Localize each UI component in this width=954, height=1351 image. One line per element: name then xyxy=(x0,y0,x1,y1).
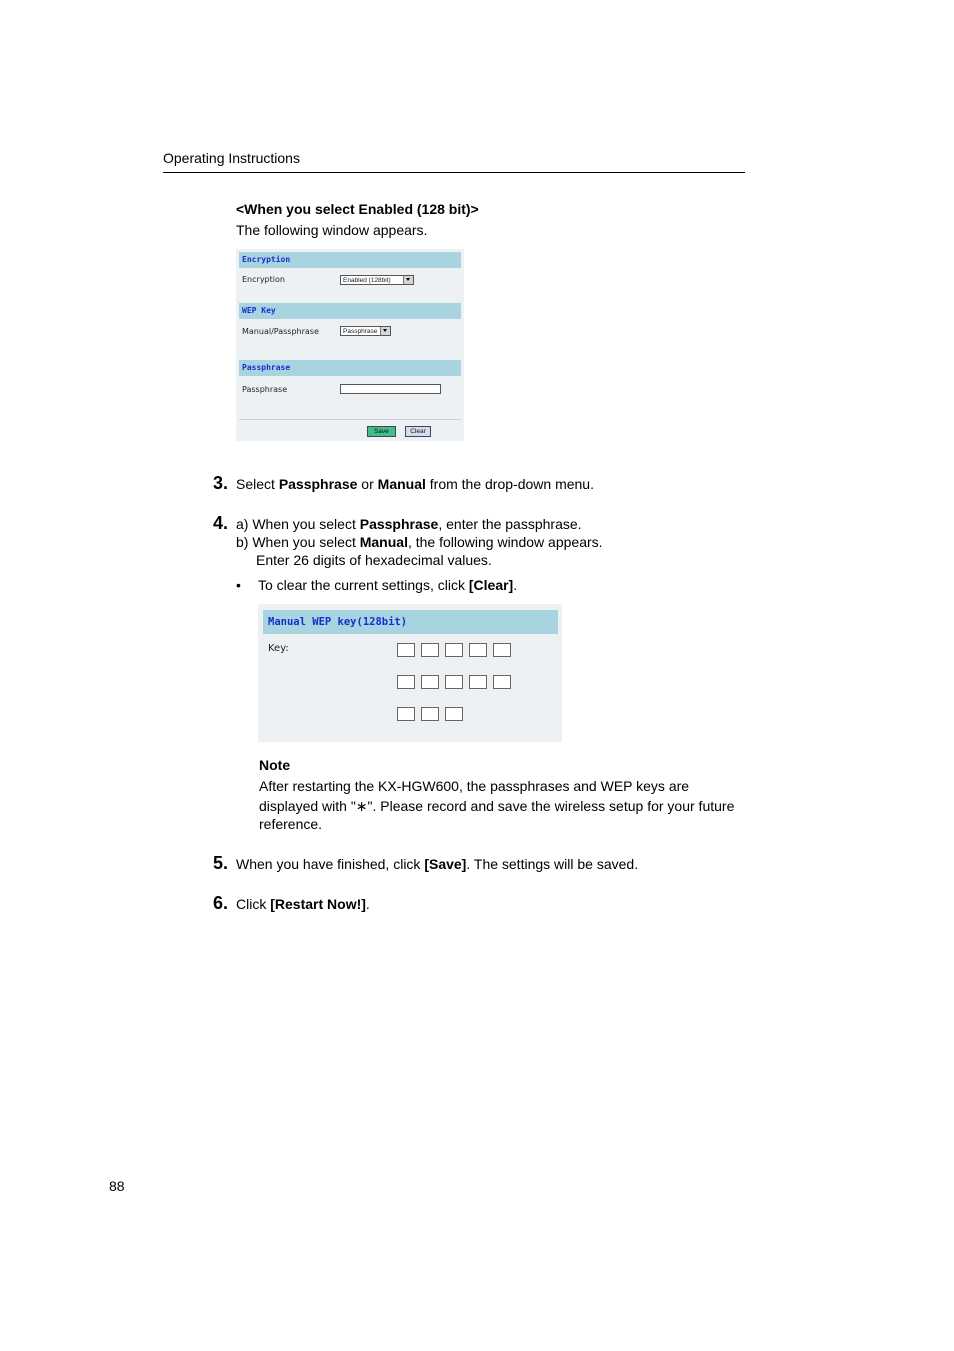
key-digit-input[interactable] xyxy=(445,707,463,721)
step-6-text: Click [Restart Now!]. xyxy=(236,896,370,912)
note-line: displayed with "∗". Please record and save the wireless setup for your future xyxy=(259,798,735,814)
chevron-down-icon xyxy=(403,276,413,284)
key-digit-input[interactable] xyxy=(397,643,415,657)
step-number: 6. xyxy=(213,893,229,913)
encryption-section-header: Encryption xyxy=(239,252,461,268)
key-digit-input[interactable] xyxy=(397,707,415,721)
bullet: • xyxy=(236,577,241,593)
manual-wep-key-screenshot xyxy=(258,604,562,742)
manual-passphrase-label: Manual/Passphrase xyxy=(242,327,319,336)
save-button[interactable]: Save xyxy=(367,426,396,437)
wep-key-section-header: WEP Key xyxy=(239,303,461,319)
divider xyxy=(239,419,461,420)
encryption-select[interactable]: Enabled (128bit) xyxy=(340,275,414,285)
key-digit-input[interactable] xyxy=(421,707,439,721)
header-rule xyxy=(163,172,745,173)
note-line: After restarting the KX-HGW600, the passphrases and WEP keys are xyxy=(259,778,690,794)
clear-button[interactable]: Clear xyxy=(405,426,431,437)
section-intro: The following window appears. xyxy=(236,222,428,238)
step-4a-text: a) When you select Passphrase, enter the passphrase. xyxy=(236,516,582,532)
step-4b-detail: Enter 26 digits of hexadecimal values. xyxy=(256,552,492,568)
key-digit-input[interactable] xyxy=(397,675,415,689)
step-number: 3. xyxy=(213,473,229,493)
step-5-text: When you have finished, click [Save]. The settings will be saved. xyxy=(236,856,639,872)
encryption-label: Encryption xyxy=(242,275,285,284)
step-4b-text: b) When you select Manual, the following window appears. xyxy=(236,534,603,550)
key-digit-input[interactable] xyxy=(445,675,463,689)
running-header: Operating Instructions xyxy=(163,150,300,166)
key-digit-input[interactable] xyxy=(421,675,439,689)
step-3-text: Select Passphrase or Manual from the drop-down menu. xyxy=(236,476,594,492)
manual-wep-key-header: Manual WEP key(128bit) xyxy=(263,610,558,634)
key-label: Key: xyxy=(268,643,289,654)
bullet-text: To clear the current settings, click [Clear]. xyxy=(258,577,518,593)
key-digit-input[interactable] xyxy=(445,643,463,657)
chevron-down-icon xyxy=(380,327,390,335)
passphrase-input[interactable] xyxy=(340,384,441,394)
encryption-settings-screenshot xyxy=(236,249,464,441)
step-number: 5. xyxy=(213,853,229,873)
step-number: 4. xyxy=(213,513,229,533)
key-digit-input[interactable] xyxy=(469,675,487,689)
page-number: 88 xyxy=(109,1178,125,1194)
key-digit-input[interactable] xyxy=(421,643,439,657)
note-line: reference. xyxy=(259,816,323,832)
passphrase-section-header: Passphrase xyxy=(239,360,461,376)
section-heading: <When you select Enabled (128 bit)> xyxy=(236,201,479,217)
passphrase-label: Passphrase xyxy=(242,385,288,394)
key-digit-input[interactable] xyxy=(493,643,511,657)
manual-passphrase-select[interactable]: Passphrase xyxy=(340,326,391,336)
note-title: Note xyxy=(259,757,291,773)
key-digit-input[interactable] xyxy=(469,643,487,657)
key-digit-input[interactable] xyxy=(493,675,511,689)
